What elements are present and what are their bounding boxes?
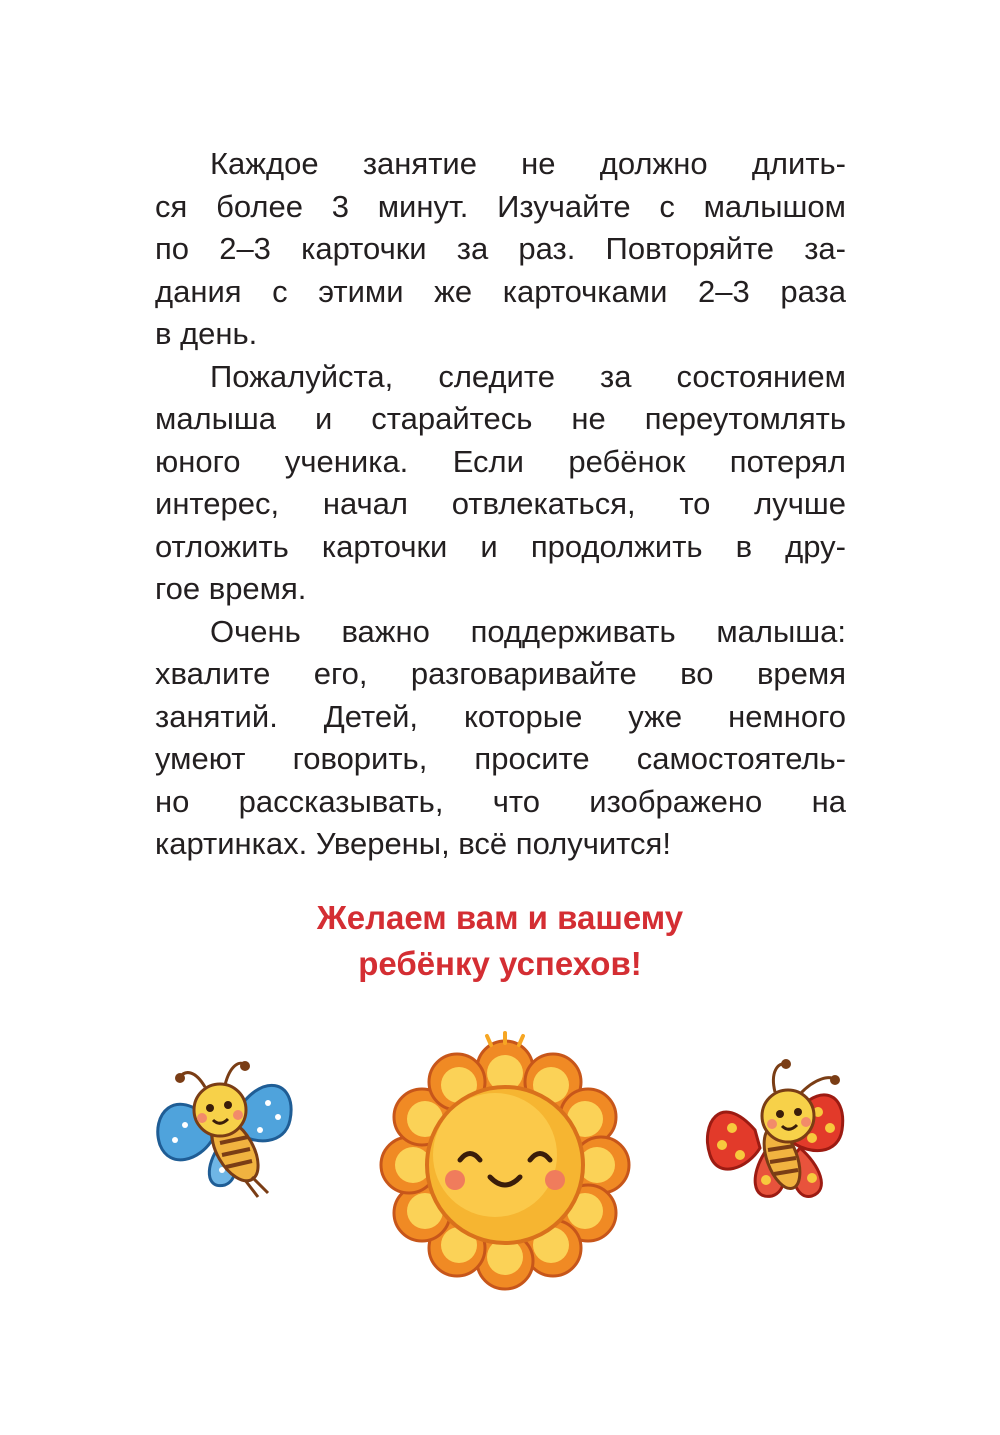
text-line	[155, 398, 846, 441]
text-line	[155, 526, 846, 569]
word: начал	[322, 486, 408, 521]
word: юного	[155, 443, 241, 479]
text-line	[155, 143, 846, 186]
word: Очень	[210, 613, 301, 649]
word: важно	[341, 613, 430, 649]
word: не	[571, 401, 606, 436]
word: состоянием	[676, 358, 846, 394]
text-line	[155, 356, 846, 399]
word: Если	[452, 443, 524, 479]
word: ученика.	[284, 443, 409, 479]
word: раза	[780, 273, 846, 309]
word: немного	[728, 698, 846, 734]
word: и	[315, 401, 333, 436]
word: ся	[155, 188, 188, 224]
callout-line: Желаем вам и вашему	[316, 899, 684, 936]
word: поддерживать	[470, 613, 676, 649]
word: время	[756, 656, 846, 691]
word: просите	[474, 741, 590, 776]
text-line	[155, 483, 846, 526]
word: его,	[313, 656, 368, 691]
text-line	[155, 611, 846, 654]
word: карточки	[301, 231, 427, 266]
text-line	[155, 696, 846, 739]
word: которые	[463, 698, 583, 734]
text-line	[155, 653, 846, 696]
word: рассказывать,	[238, 783, 444, 819]
word: за	[456, 231, 489, 266]
word: продолжить	[530, 528, 703, 564]
word: отвлекаться,	[451, 486, 636, 521]
wish-callout	[0, 895, 1000, 987]
word: переутомлять	[644, 401, 846, 436]
blue-butterfly-icon	[150, 1045, 300, 1205]
callout-line: ребёнку успехов!	[358, 945, 642, 982]
word: малышом	[703, 188, 846, 224]
word: лучше	[754, 486, 846, 521]
word: занятий.	[155, 698, 278, 734]
word: дру-	[785, 528, 846, 564]
word: не	[521, 146, 556, 181]
word: же	[434, 273, 473, 309]
text-line	[155, 186, 846, 229]
word: раз.	[518, 231, 576, 266]
word: по	[155, 231, 190, 266]
word: малыша:	[716, 613, 846, 649]
word: что	[492, 783, 540, 819]
word: на	[811, 783, 846, 819]
word: 2–3	[219, 231, 271, 266]
smiling-sun-icon	[375, 1030, 635, 1300]
word: Повторяйте	[605, 231, 775, 266]
word: за	[600, 358, 632, 394]
text-line	[155, 441, 846, 484]
word: интерес,	[155, 486, 280, 521]
word: этими	[318, 273, 404, 309]
word: 2–3	[698, 273, 750, 309]
word: во	[680, 656, 714, 691]
word: отложить	[155, 528, 289, 564]
word: Изучайте	[497, 188, 631, 224]
word: должно	[599, 146, 708, 181]
word: следите	[438, 358, 555, 394]
word: с	[659, 188, 675, 224]
word: в	[735, 528, 753, 564]
word: то	[679, 486, 711, 521]
word: но	[155, 783, 190, 819]
text-line	[155, 228, 846, 271]
word: занятие	[362, 146, 477, 181]
word: Пожалуйста,	[210, 358, 394, 394]
word: старайтесь	[371, 401, 533, 436]
word: более	[216, 188, 303, 224]
word: уже	[628, 698, 683, 734]
word: изображено	[589, 783, 763, 819]
word: хвалите	[155, 656, 271, 691]
word: карточками	[502, 273, 668, 309]
text-line: в день.	[155, 316, 258, 351]
text-line: картинках. Уверены, всё получится!	[155, 826, 671, 861]
word: потерял	[729, 443, 846, 479]
word: минут.	[377, 188, 469, 224]
word: с	[272, 273, 288, 309]
word: Каждое	[210, 146, 319, 181]
word: говорить,	[292, 741, 428, 776]
word: ребёнок	[568, 443, 686, 479]
word: дания	[155, 273, 242, 309]
word: самостоятель-	[636, 741, 846, 776]
text-line: гое время.	[155, 571, 307, 606]
body-text	[155, 143, 846, 866]
word: за-	[804, 231, 846, 266]
text-line	[155, 781, 846, 824]
word: карточки	[321, 528, 448, 564]
word: длить-	[751, 146, 846, 181]
word: разговаривайте	[410, 656, 637, 691]
word: Детей,	[323, 698, 419, 734]
word: умеют	[155, 741, 246, 776]
red-butterfly-icon	[700, 1050, 850, 1210]
word: и	[480, 528, 498, 564]
text-line	[155, 271, 846, 314]
text-line	[155, 738, 846, 781]
word: 3	[331, 188, 349, 224]
word: малыша	[155, 401, 277, 436]
